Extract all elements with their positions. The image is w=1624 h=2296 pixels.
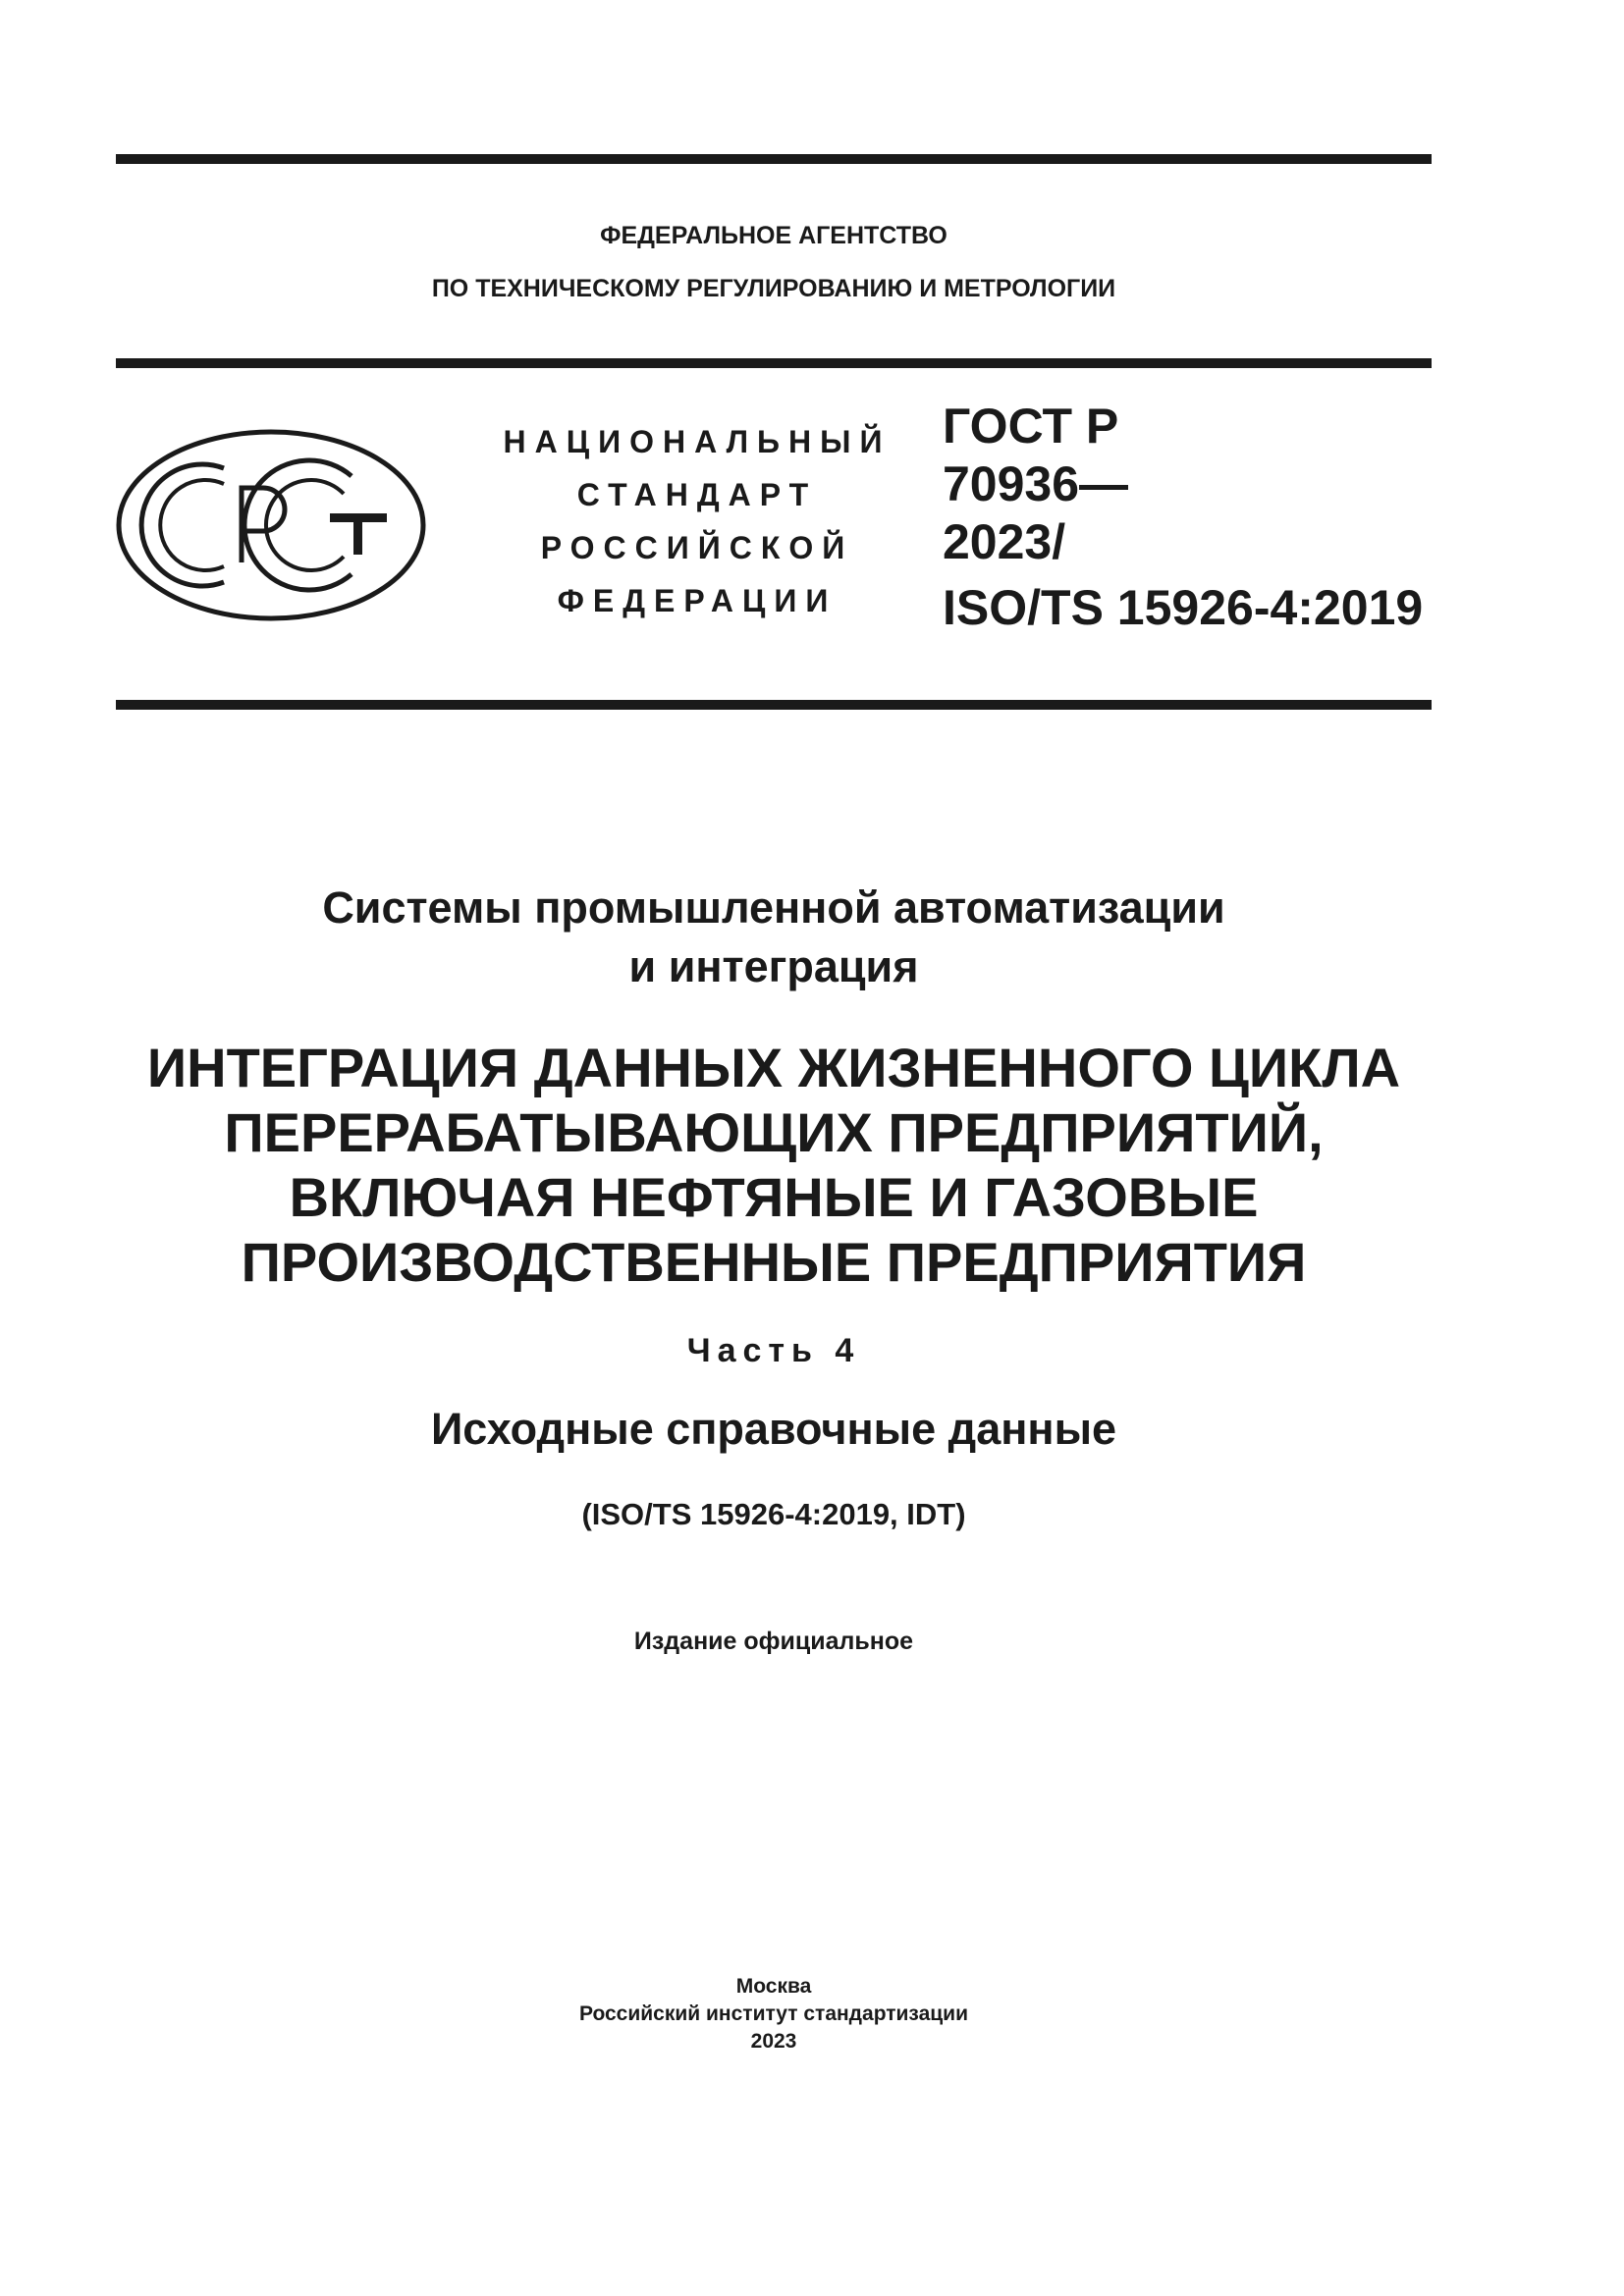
header-rule [116,358,1432,368]
designation-line-2: 70936— [943,456,1129,511]
logo-rule [116,700,1432,710]
designation-line-3: 2023/ [943,514,1066,569]
national-line-4: ФЕДЕРАЦИИ [557,583,838,618]
national-line-3: РОССИЙСКОЙ [540,530,854,565]
main-title [116,1036,1432,1295]
publisher-block [116,1973,1432,2056]
publisher-year: 2023 [750,2030,797,2053]
rst-logo-icon [116,427,430,623]
national-line-1: НАЦИОНАЛЬНЫЙ [503,424,892,459]
national-standard-label [481,415,913,627]
agency-name [116,209,1432,315]
standard-designation [943,398,1423,637]
edition-label: Издание официальное [633,1628,914,1655]
agency-line-2: ПО ТЕХНИЧЕСКОМУ РЕГУЛИРОВАНИЮ И МЕТРОЛОГИИ [431,275,1116,302]
main-title-line-2: ПЕРЕРАБАТЫВАЮЩИХ ПРЕДПРИЯТИЙ, [224,1101,1324,1163]
publisher-name: Российский институт стандартизации [578,2002,969,2025]
designation-line-4: ISO/TS 15926-4:2019 [943,580,1424,635]
part-label: Часть 4 [686,1332,861,1369]
national-line-2: СТАНДАРТ [576,477,818,512]
part-title: Исходные справочные данные [430,1404,1117,1454]
designation-line-1: ГОСТ Р [943,399,1119,454]
main-title-line-4: ПРОИЗВОДСТВЕННЫЕ ПРЕДПРИЯТИЯ [241,1231,1307,1293]
top-rule [116,154,1432,164]
main-title-line-1: ИНТЕГРАЦИЯ ДАННЫХ ЖИЗНЕННОГО ЦИКЛА [146,1037,1401,1098]
agency-line-1: ФЕДЕРАЛЬНОЕ АГЕНТСТВО [600,222,947,249]
identity-label: (ISO/TS 15926-4:2019, IDT) [581,1497,966,1531]
publisher-city: Москва [735,1975,812,1998]
subtitle-line-1: Системы промышленной автоматизации [322,882,1225,933]
subtitle [116,879,1432,996]
main-title-line-3: ВКЛЮЧАЯ НЕФТЯНЫЕ И ГАЗОВЫЕ [289,1166,1259,1228]
subtitle-line-2: и интеграция [628,941,919,991]
